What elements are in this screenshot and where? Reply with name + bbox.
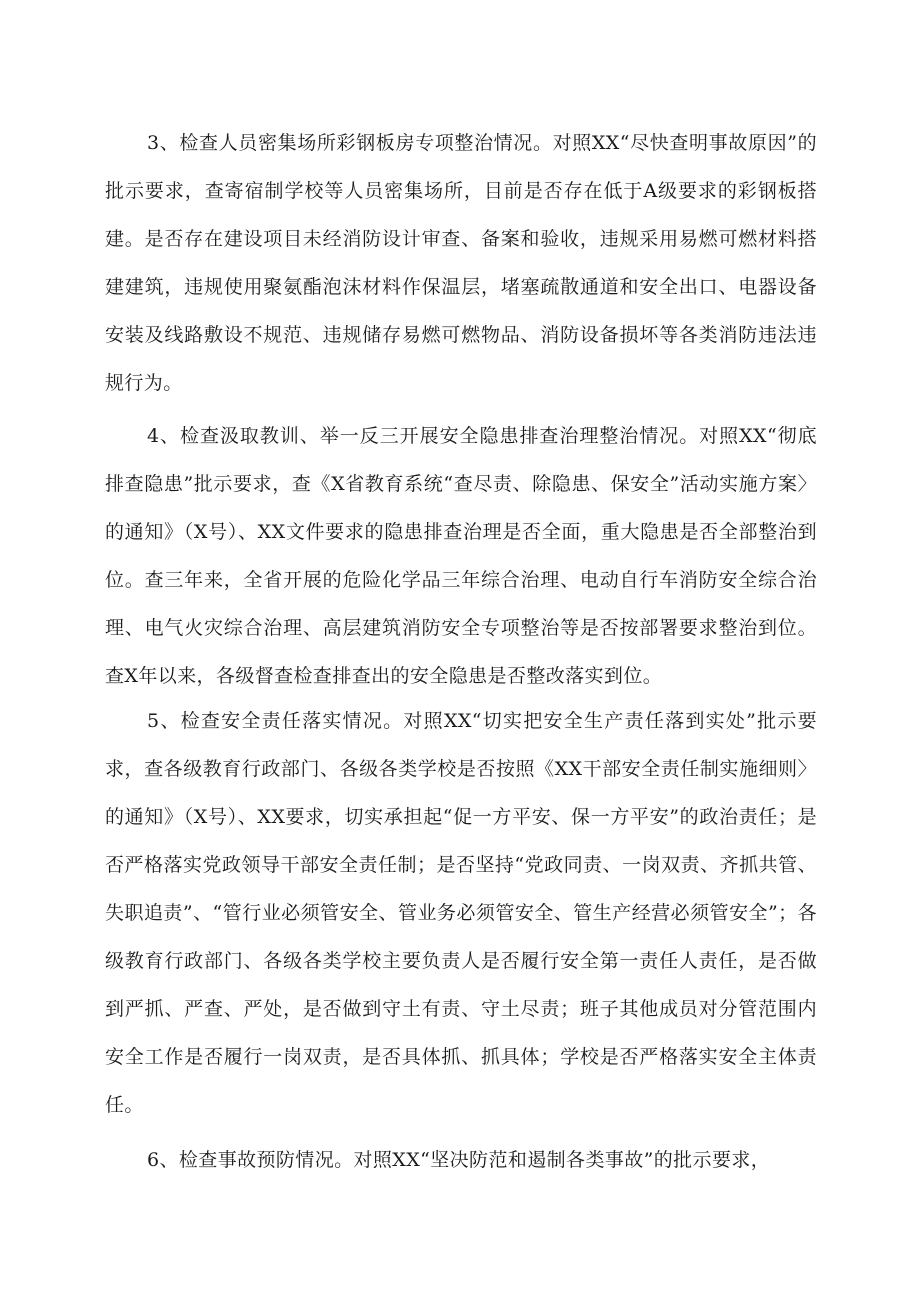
paragraph-item-4: 4、检查汲取教训、举一反三开展安全隐患排查治理整治情况。对照XX“彻底排查隐患”批示要求，查《X省教育系统“查尽责、除隐患、保安全”活动实施方案〉的通知》（X号）、XX文件要求的隐患排查治理是否全面，重大隐患是否全部整治到位。查三年来，全省开展的危险化学品三年综合治理、电动自行车消防安全综合治理、电气火灾综合治理、高层建筑消防安全专项整治等是否按部署要求整治到位。查X年以来，各级督查检查排查出的安全隐患是否整改落实到位。 <box>105 425 817 687</box>
paragraph-item-5: 5、检查安全责任落实情况。对照XX“切实把安全生产责任落到实处”批示要求，查各级教育行政部门、各级各类学校是否按照《XX干部安全责任制实施细则〉的通知》（X号）、XX要求，切实承担起“促一方平安、保一方平安”的政治责任；是否严格落实党政领导干部安全责任制；是否坚持“党政同责、一岗双责、齐抓共管、失职追责”、“管行业必须管安全、管业务必须管安全、管生产经营必须管安全”；各级教育行政部门、各级各类学校主要负责人是否履行安全第一责任人责任，是否做到严抓、严查、严处，是否做到守土有责、守土尽责；班子其他成员对分管范围内安全工作是否履行一岗双责，是否具体抓、抓具体；学校是否严格落实安全主体责任。 <box>105 710 817 1116</box>
paragraph-item-6: 6、检查事故预防情况。对照XX“坚决防范和遏制各类事故”的批示要求， <box>147 1149 771 1171</box>
paragraph-item-3: 3、检查人员密集场所彩钢板房专项整治情况。对照XX“尽快查明事故原因”的批示要求，查寄宿制学校等人员密集场所，目前是否存在低于A级要求的彩钢板搭建。是否存在建设项目未经消防设计审查、备案和验收，违规采用易燃可燃材料搭建建筑，违规使用聚氨酯泡沫材料作保温层，堵塞疏散通道和安全出口、电器设备安装及线路敷设不规范、违规储存易燃可燃物品、消防设备损坏等各类消防违法违规行为。 <box>105 132 817 394</box>
